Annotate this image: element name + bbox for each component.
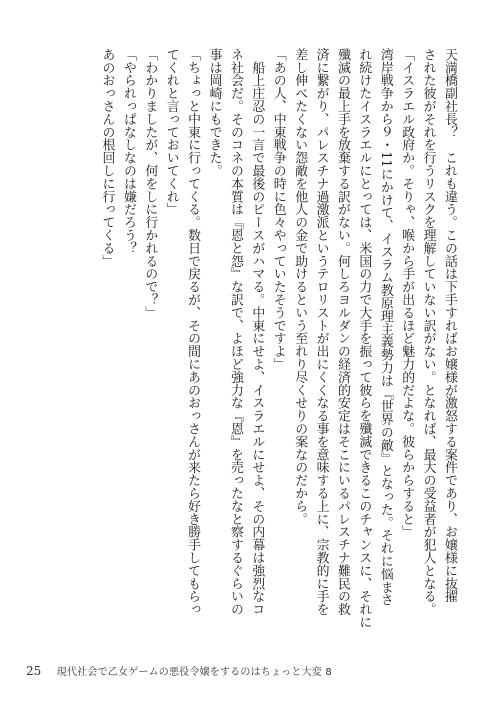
text-line-6: 殲滅の最上手を放棄する訳がない。何しろヨルダンの経済的安定はそこにいるパレスチナ難民の救 <box>334 48 350 616</box>
text-line-4: 湾岸戦争から９・11にかけて、イスラム教原理主義勢力は『世界の敵』となった。それに悩まさ <box>377 48 393 607</box>
text-line-14: てくれと言っておいてくれ」 <box>163 48 179 216</box>
text-line-3: 「イスラエル政府か。そりゃ、喉から手が出るほど魅力的だよな。彼らからすると」 <box>399 48 415 539</box>
text-line-12: 事は岡崎にもできた。 <box>206 48 222 177</box>
text-line-15: 「わかりましたが、何をしに行かれるので？」 <box>142 48 158 319</box>
text-line-16: 「やられっぱなしなのは嫌だろう？ <box>120 48 136 255</box>
text-line-7: 済に繋がり、パレスチナ過激派というテロリストが出にくくなる事を意味する上に、宗教的に手を <box>313 48 329 616</box>
running-title: 現代社会で乙女ゲームの悪役令嬢をするのはちょっと大変 8 <box>56 667 332 678</box>
text-line-17: あのおっさんの根回しに行ってくる」 <box>99 48 115 268</box>
text-line-2: された彼がそれを行うリスクを理解していない訳がない。となれば、最大の受益者が犯人となる。 <box>420 48 436 616</box>
text-line-10: 船上庄忍の一言で最後のピースがハマる。中東にせよ、イスラエルにせよ、その内幕は強烈なコ <box>249 48 265 616</box>
page-footer <box>26 663 332 678</box>
page-number: 25 <box>26 664 42 678</box>
text-line-8: 差し伸べたくない怨敵を他人の金で助けるという至れり尽くせりの案なのだから。 <box>292 48 308 526</box>
text-line-9: 「あの人、中東戦争の時に色々やっていたそうですよ」 <box>270 48 286 371</box>
vertical-text-body <box>40 48 460 638</box>
text-line-13: 「ちょっと中東に行ってくる。数日で戻るが、その間にあのおっさんが来たら好き勝手してもらっ <box>185 48 201 616</box>
text-line-5: れ続けたイスラエルにとっては、米国の力で大手を振って彼らを殲滅できるこのチャンスに、それに <box>356 48 372 629</box>
text-line-1: 天満橋副社長？ これも違う。この話は下手すればお嬢様が激怒する案件であり、お嬢様に抜擢 <box>442 48 457 603</box>
text-line-11: ネ社会だ。そのコネの本質は『恩と怨』な訳で、よほど強力な『恩』を売ったなと察するぐらいの <box>227 48 243 616</box>
